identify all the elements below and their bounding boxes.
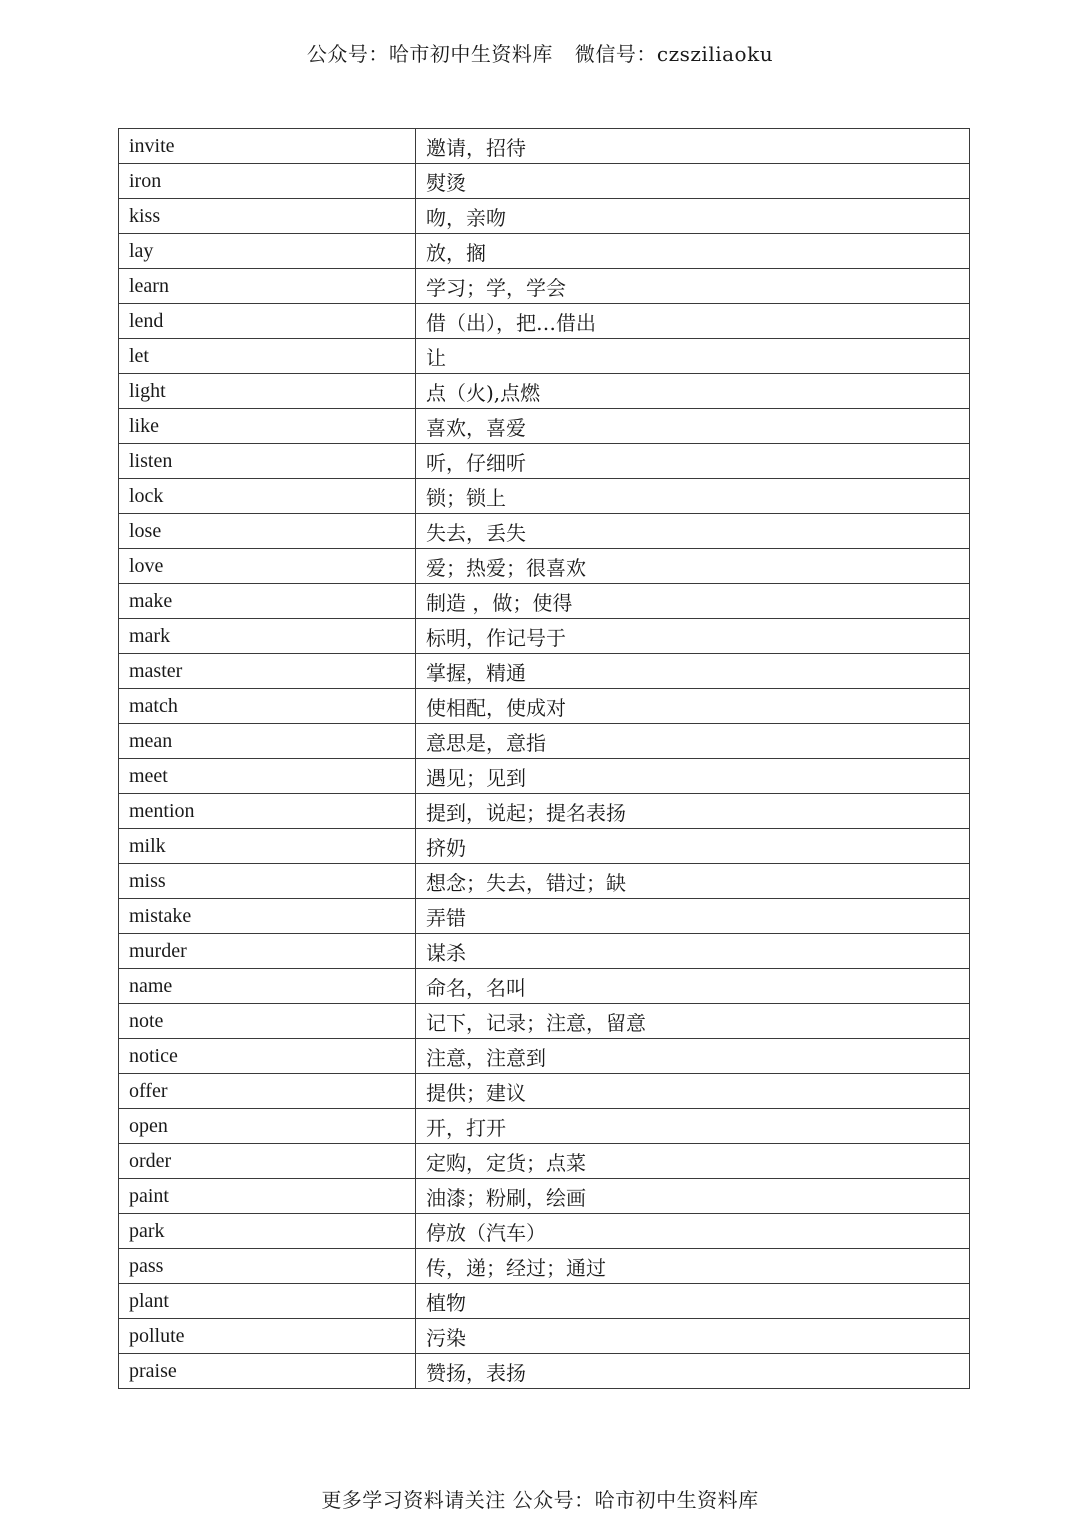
table-row xyxy=(119,269,970,304)
chinese-meaning-cell: 学习；学，学会 xyxy=(416,269,970,304)
english-word-cell: learn xyxy=(119,269,416,304)
chinese-meaning-cell: 让 xyxy=(416,339,970,374)
english-word-cell: lose xyxy=(119,514,416,549)
chinese-meaning-cell: 掌握，精通 xyxy=(416,654,970,689)
table-row xyxy=(119,619,970,654)
english-word-cell: park xyxy=(119,1214,416,1249)
table-row xyxy=(119,129,970,164)
chinese-meaning-cell: 吻，亲吻 xyxy=(416,199,970,234)
chinese-meaning-cell: 开，打开 xyxy=(416,1109,970,1144)
english-word-cell: pass xyxy=(119,1249,416,1284)
table-row xyxy=(119,444,970,479)
english-word-cell: let xyxy=(119,339,416,374)
table-row xyxy=(119,164,970,199)
chinese-meaning-cell: 记下，记录；注意，留意 xyxy=(416,1004,970,1039)
page-footer: 更多学习资料请关注 公众号：哈市初中生资料库 xyxy=(321,1488,759,1512)
chinese-meaning-cell: 借（出），把…借出 xyxy=(416,304,970,339)
english-word-cell: open xyxy=(119,1109,416,1144)
english-word-cell: mark xyxy=(119,619,416,654)
english-word-cell: iron xyxy=(119,164,416,199)
english-word-cell: master xyxy=(119,654,416,689)
english-word-cell: milk xyxy=(119,829,416,864)
chinese-meaning-cell: 标明，作记号于 xyxy=(416,619,970,654)
table-row xyxy=(119,584,970,619)
chinese-meaning-cell: 污染 xyxy=(416,1319,970,1354)
chinese-meaning-cell: 提到，说起；提名表扬 xyxy=(416,794,970,829)
table-row xyxy=(119,864,970,899)
table-row xyxy=(119,549,970,584)
table-row xyxy=(119,899,970,934)
english-word-cell: name xyxy=(119,969,416,1004)
table-row xyxy=(119,1109,970,1144)
table-row xyxy=(119,479,970,514)
english-word-cell: offer xyxy=(119,1074,416,1109)
vocabulary-table xyxy=(118,128,970,1389)
english-word-cell: light xyxy=(119,374,416,409)
english-word-cell: mention xyxy=(119,794,416,829)
table-row xyxy=(119,339,970,374)
chinese-meaning-cell: 熨烫 xyxy=(416,164,970,199)
table-row xyxy=(119,759,970,794)
table-row xyxy=(119,1004,970,1039)
table-row xyxy=(119,1214,970,1249)
table-row xyxy=(119,934,970,969)
chinese-meaning-cell: 注意，注意到 xyxy=(416,1039,970,1074)
table-row xyxy=(119,234,970,269)
chinese-meaning-cell: 点（火),点燃 xyxy=(416,374,970,409)
chinese-meaning-cell: 植物 xyxy=(416,1284,970,1319)
table-row xyxy=(119,1144,970,1179)
english-word-cell: lay xyxy=(119,234,416,269)
table-row xyxy=(119,374,970,409)
english-word-cell: make xyxy=(119,584,416,619)
chinese-meaning-cell: 想念；失去，错过；缺 xyxy=(416,864,970,899)
table-row xyxy=(119,794,970,829)
table-row xyxy=(119,1039,970,1074)
chinese-meaning-cell: 传，递；经过；通过 xyxy=(416,1249,970,1284)
chinese-meaning-cell: 赞扬，表扬 xyxy=(416,1354,970,1389)
chinese-meaning-cell: 遇见；见到 xyxy=(416,759,970,794)
chinese-meaning-cell: 锁；锁上 xyxy=(416,479,970,514)
chinese-meaning-cell: 使相配，使成对 xyxy=(416,689,970,724)
english-word-cell: order xyxy=(119,1144,416,1179)
table-row xyxy=(119,514,970,549)
english-word-cell: invite xyxy=(119,129,416,164)
table-row xyxy=(119,1284,970,1319)
header-account-name: 公众号：哈市初中生资料库 xyxy=(306,42,553,66)
english-word-cell: meet xyxy=(119,759,416,794)
table-row xyxy=(119,1074,970,1109)
english-word-cell: lend xyxy=(119,304,416,339)
english-word-cell: paint xyxy=(119,1179,416,1214)
chinese-meaning-cell: 停放（汽车） xyxy=(416,1214,970,1249)
chinese-meaning-cell: 放，搁 xyxy=(416,234,970,269)
chinese-meaning-cell: 喜欢，喜爱 xyxy=(416,409,970,444)
english-word-cell: praise xyxy=(119,1354,416,1389)
english-word-cell: plant xyxy=(119,1284,416,1319)
english-word-cell: pollute xyxy=(119,1319,416,1354)
chinese-meaning-cell: 定购，定货；点菜 xyxy=(416,1144,970,1179)
english-word-cell: love xyxy=(119,549,416,584)
english-word-cell: match xyxy=(119,689,416,724)
english-word-cell: listen xyxy=(119,444,416,479)
english-word-cell: miss xyxy=(119,864,416,899)
english-word-cell: murder xyxy=(119,934,416,969)
chinese-meaning-cell: 命名，名叫 xyxy=(416,969,970,1004)
chinese-meaning-cell: 听，仔细听 xyxy=(416,444,970,479)
english-word-cell: notice xyxy=(119,1039,416,1074)
chinese-meaning-cell: 邀请，招待 xyxy=(416,129,970,164)
table-row xyxy=(119,1249,970,1284)
vocabulary-table-body xyxy=(119,129,970,1389)
chinese-meaning-cell: 意思是，意指 xyxy=(416,724,970,759)
header-wechat-id: 微信号：czsziliaoku xyxy=(574,42,774,66)
chinese-meaning-cell: 制造 ，做；使得 xyxy=(416,584,970,619)
chinese-meaning-cell: 弄错 xyxy=(416,899,970,934)
table-row xyxy=(119,829,970,864)
table-row xyxy=(119,1354,970,1389)
english-word-cell: lock xyxy=(119,479,416,514)
chinese-meaning-cell: 提供；建议 xyxy=(416,1074,970,1109)
table-row xyxy=(119,1179,970,1214)
chinese-meaning-cell: 挤奶 xyxy=(416,829,970,864)
table-row xyxy=(119,689,970,724)
table-row xyxy=(119,654,970,689)
table-row xyxy=(119,1319,970,1354)
table-row xyxy=(119,969,970,1004)
english-word-cell: mistake xyxy=(119,899,416,934)
table-row xyxy=(119,724,970,759)
table-row xyxy=(119,199,970,234)
chinese-meaning-cell: 油漆；粉刷，绘画 xyxy=(416,1179,970,1214)
english-word-cell: mean xyxy=(119,724,416,759)
chinese-meaning-cell: 爱；热爱；很喜欢 xyxy=(416,549,970,584)
english-word-cell: note xyxy=(119,1004,416,1039)
chinese-meaning-cell: 失去，丢失 xyxy=(416,514,970,549)
chinese-meaning-cell: 谋杀 xyxy=(416,934,970,969)
page-header xyxy=(0,38,1080,67)
table-row xyxy=(119,304,970,339)
english-word-cell: like xyxy=(119,409,416,444)
table-row xyxy=(119,409,970,444)
english-word-cell: kiss xyxy=(119,199,416,234)
